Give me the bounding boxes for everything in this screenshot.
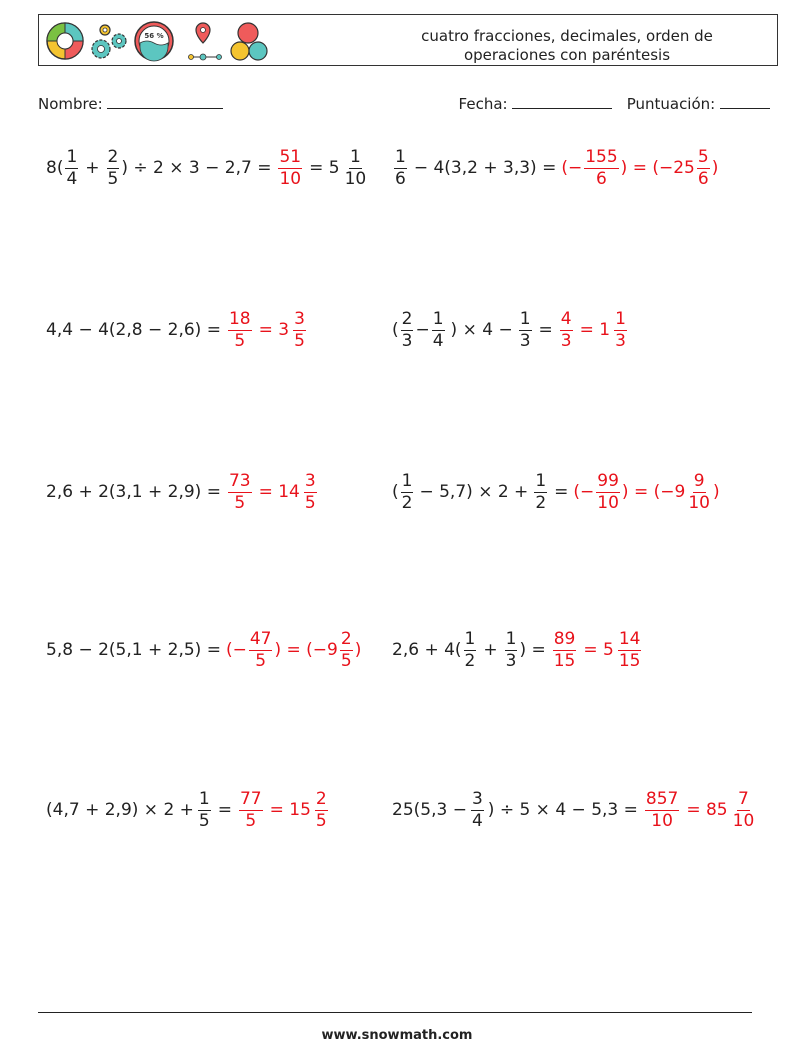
location-pin-icon xyxy=(189,23,222,60)
fraction: $\frac{1}{3}$ xyxy=(519,308,531,351)
answer: $\frac{73}{5}$ = 14 $\frac{3}{5}$ xyxy=(228,470,316,513)
answer: (− $\frac{155}{6}$ ) = (−25 $\frac{5}{6}$ ) xyxy=(561,146,719,189)
problem-2 xyxy=(392,138,718,198)
problem-5 xyxy=(46,462,319,522)
donut-chart-icon xyxy=(47,23,83,59)
title-line-2: operaciones con paréntesis xyxy=(463,46,671,64)
fraction: $\frac{1}{4}$ xyxy=(432,308,444,351)
fraction: $\frac{1}{2}$ xyxy=(464,628,476,671)
answer: $\frac{4}{3}$ = 1 $\frac{1}{3}$ xyxy=(560,308,626,351)
expr-text: 2,6 + 4( xyxy=(392,640,462,660)
problem-10 xyxy=(392,780,757,840)
fraction: $\frac{2}{5}$ xyxy=(107,146,119,189)
expr-text: ) ÷ 2 × 3 − 2,7 = xyxy=(121,158,272,178)
expr-text: − 4(3,2 + 3,3) = xyxy=(413,158,557,178)
date-score-fields xyxy=(459,94,770,113)
fraction: $\frac{1}{10}$ xyxy=(344,146,367,189)
circles-icon xyxy=(231,23,267,60)
score-label: Puntuación: xyxy=(626,95,716,113)
fraction: $\frac{2}{3}$ xyxy=(401,308,413,351)
gears-icon xyxy=(92,25,126,58)
answer: $\frac{51}{10}$ xyxy=(279,146,302,189)
name-blank[interactable] xyxy=(107,94,223,109)
header-icons xyxy=(43,19,273,63)
problem-6 xyxy=(392,462,720,522)
problem-7 xyxy=(46,620,361,680)
date-label: Fecha: xyxy=(458,95,508,113)
fraction: $\frac{1}{6}$ xyxy=(395,146,406,189)
date-blank[interactable] xyxy=(512,94,612,109)
expr-text: 8( xyxy=(46,158,64,178)
expr-text: 5,8 − 2(5,1 + 2,5) = xyxy=(46,640,221,660)
fraction: $\frac{1}{2}$ xyxy=(401,470,413,513)
problem-1 xyxy=(46,138,369,198)
expr-text: + xyxy=(483,640,498,660)
fraction: $\frac{3}{4}$ xyxy=(471,788,483,831)
expr-text: − xyxy=(415,320,430,340)
expr-text: = 5 xyxy=(309,158,340,178)
expr-text: ( xyxy=(392,482,399,502)
expr-text: = xyxy=(538,320,553,340)
answer: (− $\frac{99}{10}$ ) = (−9 $\frac{9}{10}$ ) xyxy=(573,470,720,513)
expr-text: ( xyxy=(392,320,399,340)
expr-text: = xyxy=(217,800,232,820)
worksheet-title xyxy=(387,27,747,65)
problem-4 xyxy=(392,300,629,360)
title-line-1: cuatro fracciones, decimales, orden de xyxy=(421,27,713,45)
expr-text: − 5,7) × 2 + xyxy=(419,482,529,502)
expr-text: 2,6 + 2(3,1 + 2,9) = xyxy=(46,482,221,502)
expr-text: (4,7 + 2,9) × 2 + xyxy=(46,800,194,820)
score-blank[interactable] xyxy=(720,94,770,109)
expr-text: = xyxy=(554,482,569,502)
fraction: $\frac{1}{3}$ xyxy=(505,628,517,671)
answer: $\frac{857}{10}$ = 85 $\frac{7}{10}$ xyxy=(645,788,755,831)
fraction: $\frac{1}{2}$ xyxy=(535,470,547,513)
name-field xyxy=(38,94,223,113)
expr-text: + xyxy=(85,158,100,178)
footer-divider xyxy=(38,1012,752,1013)
answer: $\frac{77}{5}$ = 15 $\frac{2}{5}$ xyxy=(239,788,327,831)
answer: $\frac{89}{15}$ = 5 $\frac{14}{15}$ xyxy=(553,628,641,671)
header-box xyxy=(38,14,778,66)
answer: (− $\frac{47}{5}$ ) = (−9 $\frac{2}{5}$ ) xyxy=(225,628,362,671)
footer-site[interactable]: www.snowmath.com xyxy=(321,1028,473,1043)
percent-text: 56 % xyxy=(144,32,164,40)
expr-text: ) × 4 − xyxy=(450,320,513,340)
expr-text: 4,4 − 4(2,8 − 2,6) = xyxy=(46,320,221,340)
name-label: Nombre: xyxy=(38,95,103,113)
fraction: $\frac{1}{4}$ xyxy=(66,146,78,189)
expr-text: 25(5,3 − xyxy=(392,800,467,820)
problem-9 xyxy=(46,780,330,840)
problem-8 xyxy=(392,620,643,680)
answer: $\frac{18}{5}$ = 3 $\frac{3}{5}$ xyxy=(228,308,305,351)
fraction: $\frac{1}{5}$ xyxy=(198,788,210,831)
info-row xyxy=(38,94,770,116)
expr-text: ) ÷ 5 × 4 − 5,3 = xyxy=(487,800,638,820)
expr-text: ) = xyxy=(519,640,546,660)
percentage-icon xyxy=(135,22,173,61)
problem-3 xyxy=(46,300,308,360)
